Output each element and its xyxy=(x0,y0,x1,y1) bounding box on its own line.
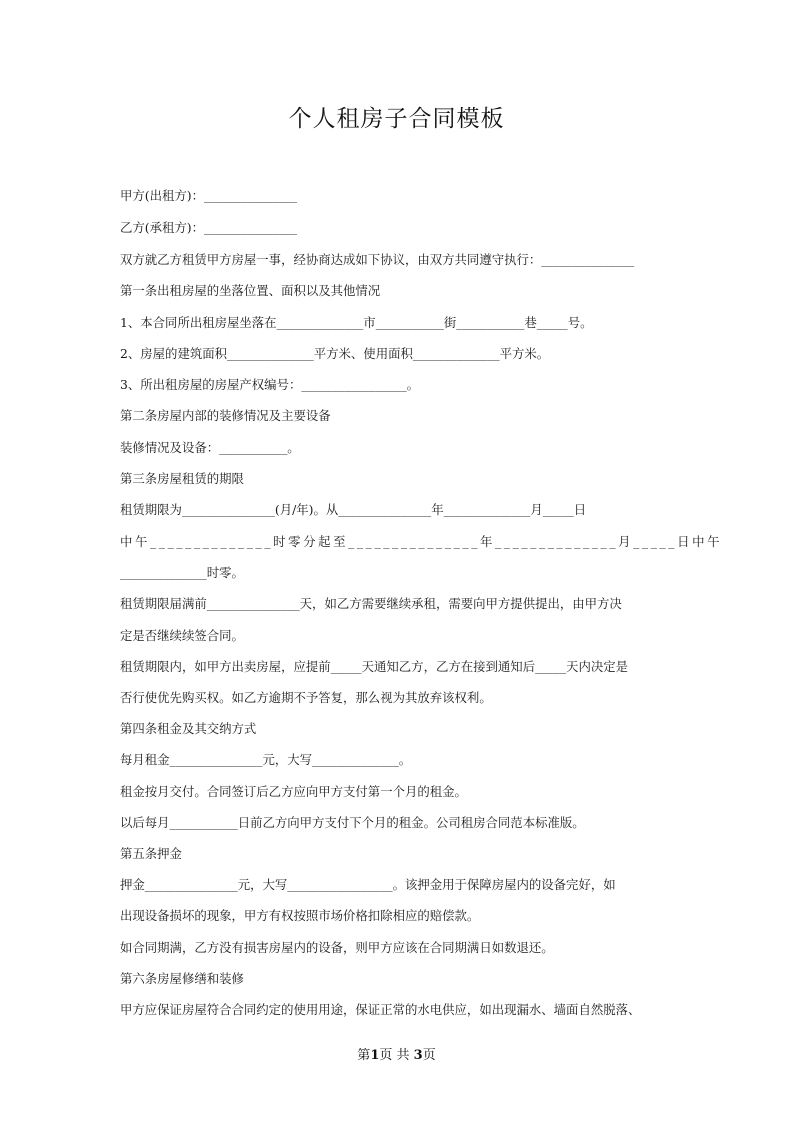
article-1-heading: 第一条出租房屋的坐落位置、面积以及其他情况 xyxy=(120,283,381,298)
rent-payment-line: 租金按月交付。合同签订后乙方应向甲方支付第一个月的租金。 xyxy=(120,784,467,799)
agreement-intro-line: 双方就乙方租赁甲方房屋一事，经协商达成如下协议，由双方共同遵守执行：_______________ xyxy=(120,252,635,267)
renewal-line-1: 租赁期限届满前_______________天，如乙方需要继续承租，需要向甲方提供提出，由甲方决 xyxy=(120,596,622,611)
rent-due-line: 以后每月___________日前乙方向甲方支付下个月的租金。公司租房合同范本标准版。 xyxy=(120,815,585,830)
party-a-line: 甲方(出租方)：_______________ xyxy=(120,188,297,203)
monthly-rent-line: 每月租金_______________元，大写______________。 xyxy=(120,752,412,767)
footer-suffix: 页 xyxy=(422,1048,436,1063)
lease-term-line-1: 租赁期限为_______________(月/年)。从_______________年______________月_____日 xyxy=(120,502,587,517)
repair-line-1: 甲方应保证房屋符合合同约定的使用用途，保证正常的水电供应，如出现漏水、墙面自然脱落、 xyxy=(120,1002,641,1017)
lease-term-line-2-text: 中午______________时零分起至_______________年______________月_____日中午 xyxy=(120,534,723,549)
party-b-line: 乙方(承租方)：_______________ xyxy=(120,220,297,235)
article-5-heading: 第五条押金 xyxy=(120,846,182,861)
decoration-line: 装修情况及设备：___________。 xyxy=(120,440,300,455)
deposit-return-line: 如合同期满，乙方没有损害房屋内的设备，则甲方应该在合同期满日如数退还。 xyxy=(120,940,554,955)
footer-current-page: 1 xyxy=(370,1048,380,1063)
deposit-line-2: 出现设备损坏的现象，甲方有权按照市场价格扣除相应的赔偿款。 xyxy=(120,908,480,923)
article-4-heading: 第四条租金及其交纳方式 xyxy=(120,721,257,736)
property-location-line: 1、本合同所出租房屋坐落在______________市___________街___________巷_____号。 xyxy=(120,315,593,330)
footer-total-pages: 3 xyxy=(413,1048,423,1063)
property-area-line: 2、房屋的建筑面积______________平方米、使用面积______________平方米。 xyxy=(120,346,550,361)
sale-notice-line-2: 否行使优先购买权。如乙方逾期不予答复，那么视为其放弃该权利。 xyxy=(120,690,492,705)
renewal-line-2: 定是否继续续签合同。 xyxy=(120,628,244,643)
article-2-heading: 第二条房屋内部的装修情况及主要设备 xyxy=(120,408,331,423)
lease-term-line-2 xyxy=(120,534,723,550)
property-certificate-line: 3、所出租房屋的房屋产权编号：_________________。 xyxy=(120,377,420,392)
page-footer xyxy=(0,1044,793,1063)
deposit-line-1: 押金_______________元，大写_________________。该押金用于保障房屋内的设备完好，如 xyxy=(120,877,616,892)
lease-term-line-3: ______________时零。 xyxy=(120,565,244,580)
document-title: 个人租房子合同模板 xyxy=(288,106,505,132)
article-6-heading: 第六条房屋修缮和装修 xyxy=(120,971,244,986)
footer-prefix: 第 xyxy=(357,1048,371,1063)
article-3-heading: 第三条房屋租赁的期限 xyxy=(120,471,244,486)
sale-notice-line-1: 租赁期限内，如甲方出卖房屋，应提前_____天通知乙方，乙方在接到通知后_____天内决定是 xyxy=(120,659,629,674)
footer-middle: 页 共 xyxy=(379,1048,410,1063)
